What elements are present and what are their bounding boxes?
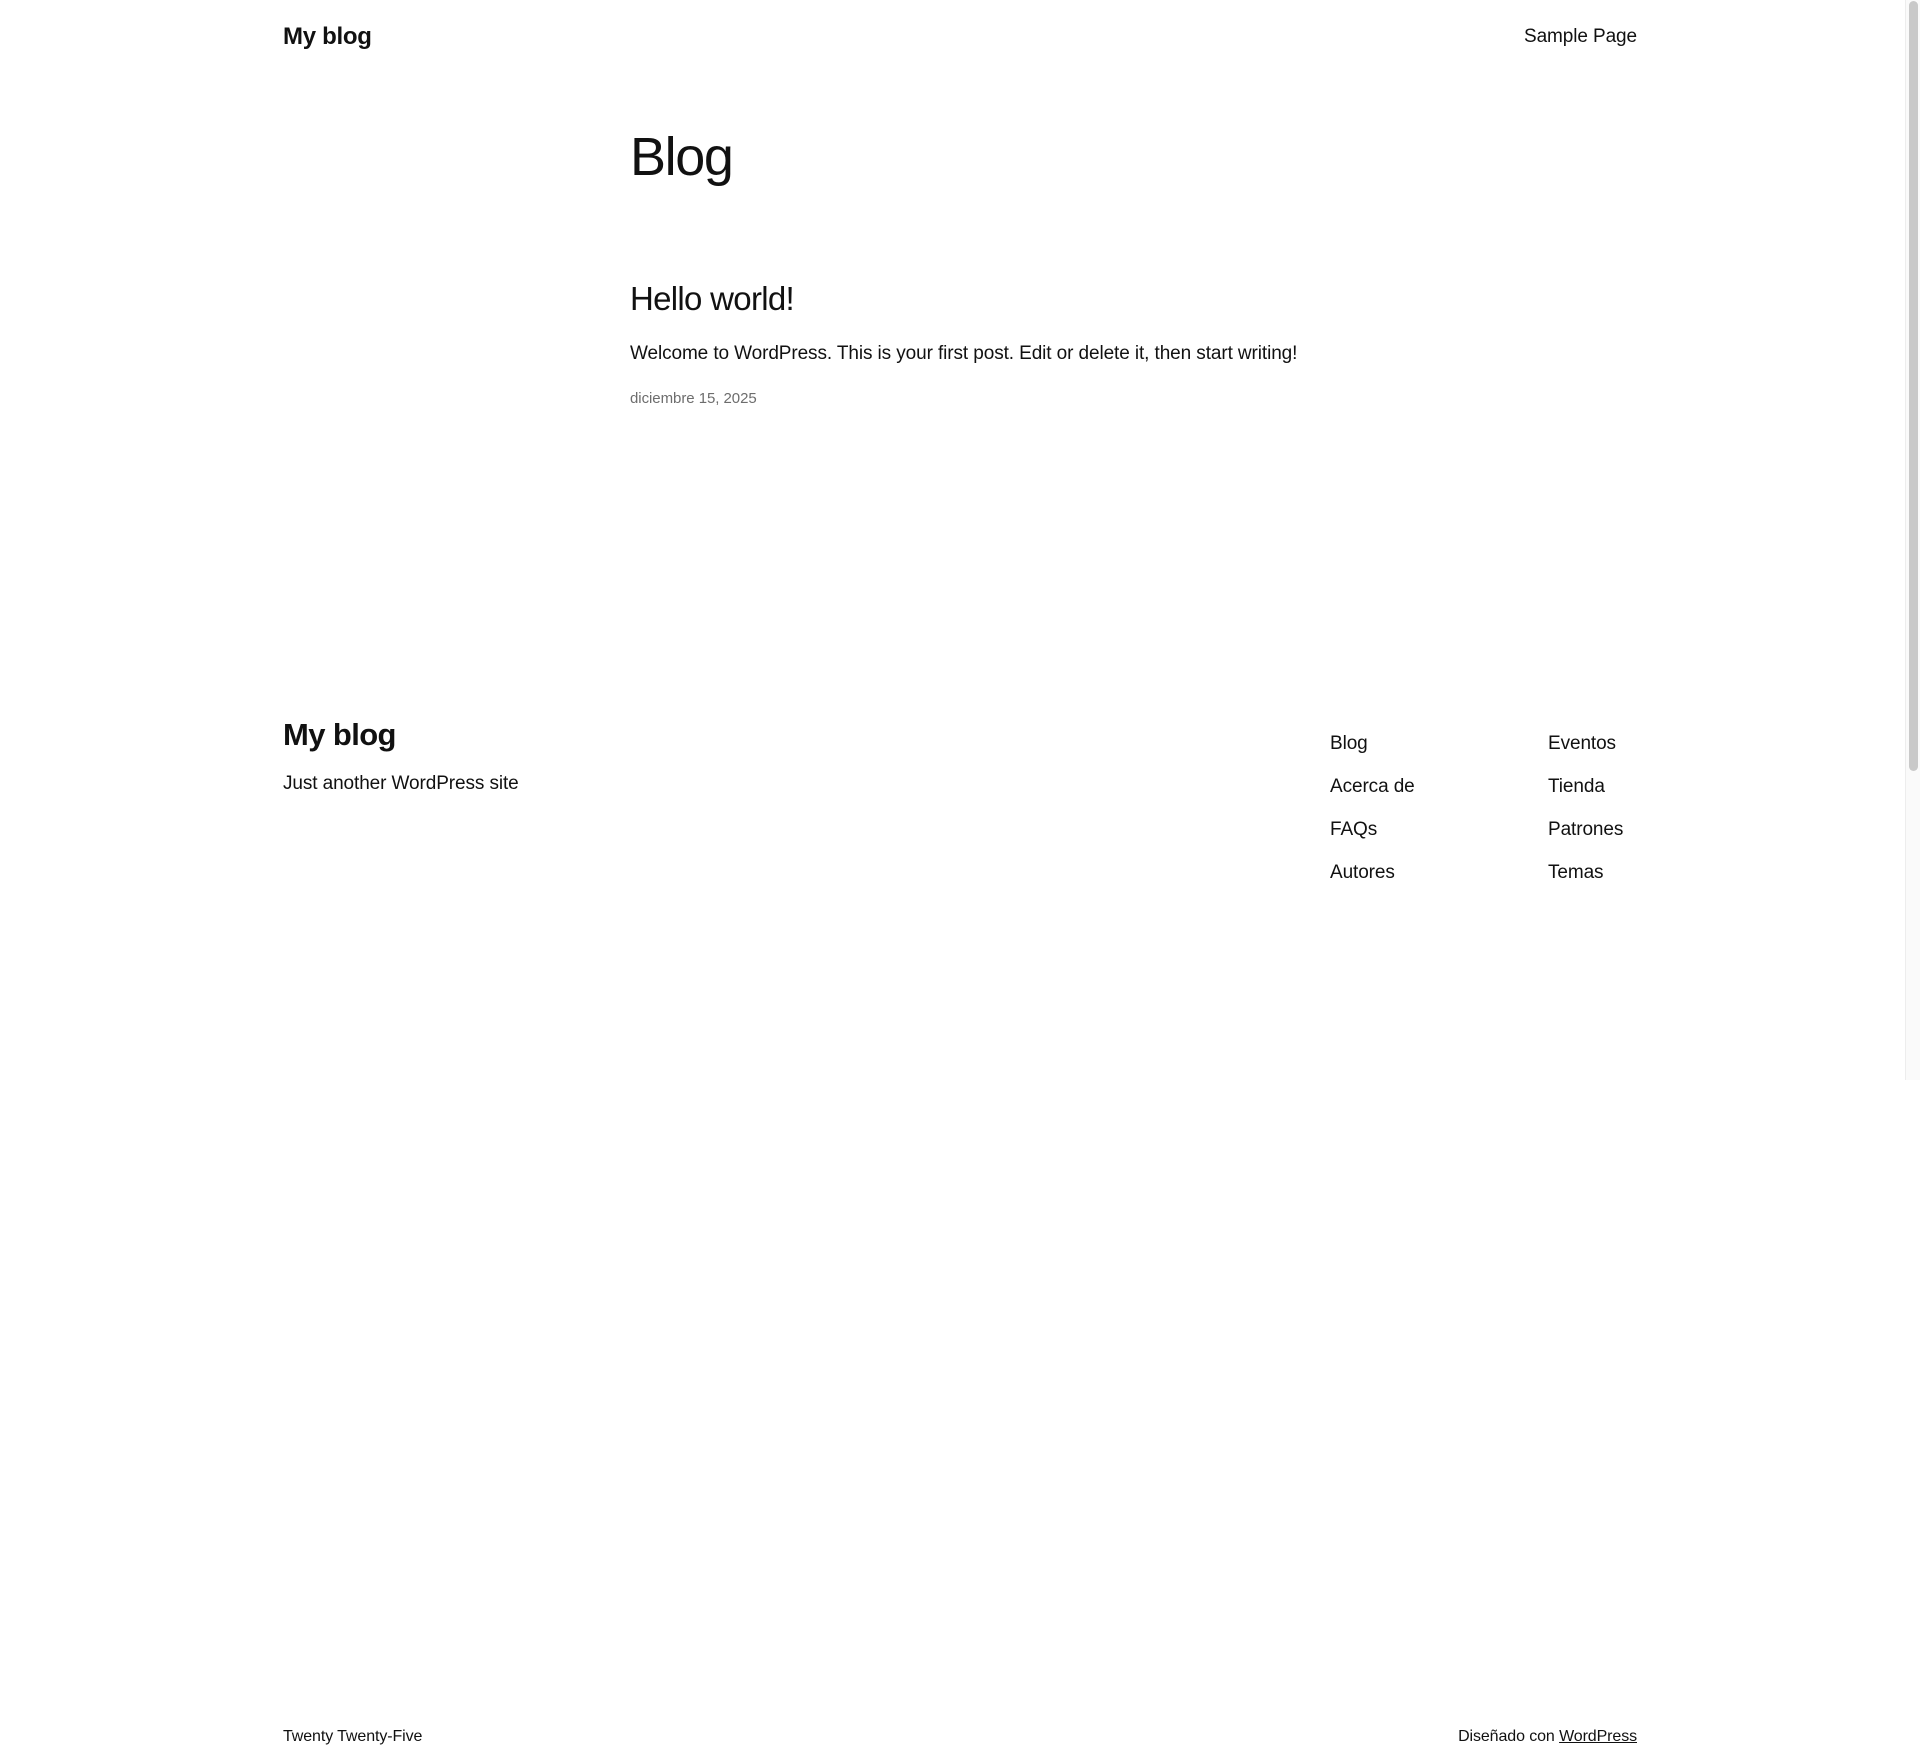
footer-link-item [1548,776,1766,798]
footer-link-item [1548,862,1766,884]
footer-link-item [1330,776,1548,798]
footer-bottom-bar [0,1728,1920,1752]
footer-link-item [1330,862,1548,884]
site-header [0,18,1920,64]
footer-link-faqs[interactable]: FAQs [1330,819,1378,840]
footer-credit-prefix: Diseñado con [1458,1728,1560,1745]
footer-column-two [1548,733,1766,905]
primary-navigation [0,26,1920,48]
footer-link-item [1330,733,1548,755]
footer-link-item [1548,819,1766,841]
nav-item-sample-page[interactable]: Sample Page [1524,26,1637,47]
footer-link-patrones[interactable]: Patrones [1548,819,1624,840]
footer-tagline: Just another WordPress site [283,773,519,795]
main-content [630,128,1730,407]
footer-credit [1458,1728,1637,1746]
site-title-link[interactable]: My blog [283,23,372,50]
page-scrollbar[interactable] [1905,0,1920,1080]
footer-link-item [1330,819,1548,841]
footer-link-temas[interactable]: Temas [1548,862,1604,883]
post-date: diciembre 15, 2025 [630,390,757,408]
wordpress-link[interactable]: WordPress [1559,1728,1637,1745]
footer-link-tienda[interactable]: Tienda [1548,776,1605,797]
footer-link-acerca-de[interactable]: Acerca de [1330,776,1415,797]
footer-site-title: My blog [283,717,396,752]
footer-link-eventos[interactable]: Eventos [1548,733,1616,754]
post-excerpt: Welcome to WordPress. This is your first post. Edit or delete it, then start writing! [630,342,1298,364]
page-title: Blog [630,127,733,187]
footer-link-autores[interactable]: Autores [1330,862,1395,883]
footer-link-item [1548,733,1766,755]
theme-name: Twenty Twenty-Five [283,1728,423,1745]
footer-link-blog[interactable]: Blog [1330,733,1368,754]
scrollbar-thumb[interactable] [1909,1,1918,771]
footer-column-one [1330,733,1548,905]
footer-navigation [1330,733,1766,905]
footer-brand [283,716,843,795]
post-title [630,279,1730,319]
post-list-item [630,279,1730,407]
post-title-link[interactable]: Hello world! [630,280,794,318]
